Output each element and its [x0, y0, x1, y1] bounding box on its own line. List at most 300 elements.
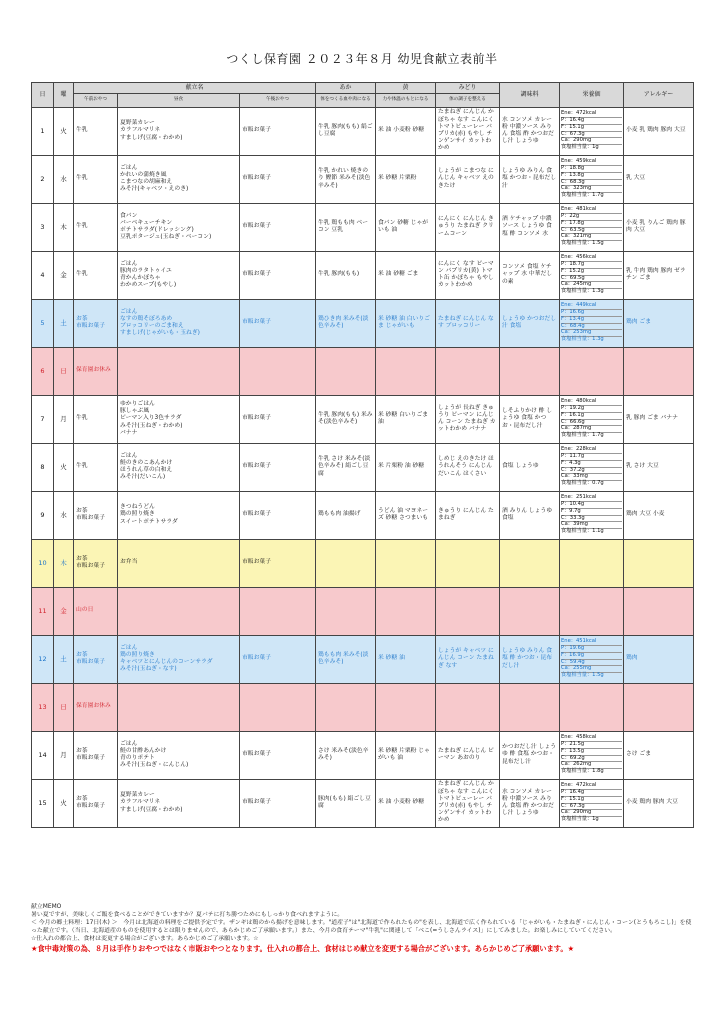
menu-row: [32, 779, 694, 827]
seasoning-cell: しょうゆ みりん 食塩 かつお・昆布だし汁: [500, 155, 560, 203]
nutrition-value: F：17.8g: [561, 221, 622, 228]
header-yellow-sub: 力や体温のもとになる: [376, 93, 436, 107]
nutrition-value: 食塩相当量：1g: [561, 816, 599, 823]
lunch-cell: [118, 395, 240, 443]
allergy-cell: 鶏肉 ごま: [624, 299, 694, 347]
red-foods-cell: [316, 683, 376, 731]
day-cell: 4: [32, 251, 54, 299]
allergy-cell: [624, 683, 694, 731]
nutrition-value: Ene：458kcal: [561, 735, 622, 742]
green-foods-cell: しょうが キャベツ にんじん コーン たまねぎ なす: [436, 635, 500, 683]
am-snack-item: 市販お菓子: [76, 323, 105, 329]
yellow-foods-cell: うどん 油 マヨネーズ 砂糖 さつまいも: [376, 491, 436, 539]
menu-row: [32, 107, 694, 155]
day-cell: 2: [32, 155, 54, 203]
allergy-cell: 小麦 乳 鶏肉 豚肉 大豆: [624, 107, 694, 155]
menu-row: [32, 731, 694, 779]
header-red: あか: [316, 83, 376, 94]
am-snack-item: 市販お菓子: [76, 563, 105, 569]
red-foods-cell: [316, 347, 376, 395]
red-foods-cell: [316, 587, 376, 635]
am-snack-cell: [74, 251, 118, 299]
lunch-item: みそ汁(玉ねぎ・なす): [120, 666, 177, 673]
nutrition-cell: [560, 779, 624, 827]
green-foods-cell: たまねぎ にんじん なす ブロッコリー: [436, 299, 500, 347]
pm-snack-cell: 市販お菓子: [240, 395, 316, 443]
am-snack-cell: [74, 491, 118, 539]
pm-snack-cell: 市販お菓子: [240, 251, 316, 299]
lunch-item: 豆乳ポタージュ(玉ねぎ・ベーコン): [120, 234, 212, 241]
nutrition-value: P：22g: [561, 214, 622, 221]
dow-cell: 土: [54, 299, 74, 347]
nutrition-value: P：18.8g: [561, 166, 622, 173]
nutrition-cell: [560, 347, 624, 395]
allergy-cell: 乳 大豆: [624, 155, 694, 203]
red-foods-cell: さけ 米みそ(淡色辛みそ): [316, 731, 376, 779]
yellow-foods-cell: [376, 587, 436, 635]
day-cell: 11: [32, 587, 54, 635]
am-snack-item: 市販お菓子: [76, 803, 105, 809]
seasoning-cell: [500, 347, 560, 395]
nutrition-value: C：67.3g: [561, 804, 622, 811]
nutrition-value: 食塩相当量：1.8g: [561, 768, 604, 775]
am-snack-cell: [74, 107, 118, 155]
header-allergy: アレルギー: [624, 83, 694, 108]
dow-cell: 金: [54, 251, 74, 299]
nutrition-value: Ca：33mg: [561, 474, 622, 481]
allergy-cell: 鶏肉: [624, 635, 694, 683]
am-snack-item: 保育園お休み: [76, 367, 111, 374]
yellow-foods-cell: 米 油 小麦粉 砂糖: [376, 107, 436, 155]
nutrition-value: 食塩相当量：1.7g: [561, 432, 604, 439]
lunch-item: バナナ: [120, 429, 138, 436]
nutrition-value: F：9.7g: [561, 509, 622, 516]
yellow-foods-cell: 食パン 砂糖 じゃがいも 油: [376, 203, 436, 251]
yellow-foods-cell: 米 油 小麦粉 砂糖: [376, 779, 436, 827]
day-cell: 1: [32, 107, 54, 155]
nutrition-value: Ca：321mg: [561, 234, 622, 241]
lunch-item: ごはん: [120, 740, 138, 747]
am-snack-cell: [74, 203, 118, 251]
green-foods-cell: にんにく なす ピーマン パプリカ(黄) トマト缶 かぼちゃ もやし カットわかめ: [436, 251, 500, 299]
nutrition-cell: [560, 443, 624, 491]
nutrition-value: Ene：472kcal: [561, 111, 622, 118]
lunch-item: 鶏の照り焼き: [120, 511, 155, 518]
am-snack-cell: [74, 779, 118, 827]
pm-snack-cell: [240, 347, 316, 395]
lunch-item: 豚肉のラタトゥイユ: [120, 267, 172, 274]
am-snack-item: 山の日: [76, 607, 94, 614]
day-cell: 15: [32, 779, 54, 827]
allergy-cell: 小麦 鶏肉 豚肉 大豆: [624, 779, 694, 827]
lunch-item: みそ汁(キャベツ・えのき): [120, 186, 189, 193]
nutrition-value: Ene：459kcal: [561, 159, 622, 166]
seasoning-cell: しそふりかけ 酢 しょうゆ 食塩 かつお・昆布だし汁: [500, 395, 560, 443]
seasoning-cell: [500, 539, 560, 587]
day-cell: 3: [32, 203, 54, 251]
lunch-cell: [118, 203, 240, 251]
pm-snack-cell: 市販お菓子: [240, 299, 316, 347]
nutrition-value: P：16.6g: [561, 310, 622, 317]
menu-row: [32, 635, 694, 683]
nutrition-value: Ca：253mg: [561, 330, 622, 337]
lunch-item: ポテトサラダ(ドレッシング): [120, 227, 194, 233]
nutrition-value: C：37.2g: [561, 468, 622, 475]
day-cell: 8: [32, 443, 54, 491]
red-foods-cell: 鶏ひき肉 米みそ(淡色辛みそ): [316, 299, 376, 347]
nutrition-cell: [560, 635, 624, 683]
am-snack-item: お茶: [76, 315, 88, 322]
nutrition-value: P：18.7g: [561, 262, 622, 269]
nutrition-value: F：13.5g: [561, 749, 622, 756]
green-foods-cell: [436, 683, 500, 731]
menu-row: [32, 587, 694, 635]
nutrition-value: 食塩相当量：1.7g: [561, 192, 604, 199]
lunch-cell: [118, 491, 240, 539]
nutrition-value: C：68.3g: [561, 180, 622, 187]
yellow-foods-cell: 米 油 砂糖 ごま: [376, 251, 436, 299]
seasoning-cell: 食塩 しょうゆ: [500, 443, 560, 491]
nutrition-value: C：33.3g: [561, 516, 622, 523]
am-snack-item: 市販お菓子: [76, 515, 105, 521]
am-snack-item: お茶: [76, 795, 88, 802]
dow-cell: 火: [54, 779, 74, 827]
allergy-cell: さけ ごま: [624, 731, 694, 779]
dow-cell: 日: [54, 347, 74, 395]
red-foods-cell: 牛乳 鶏もも肉 ベーコン 豆乳: [316, 203, 376, 251]
am-snack-cell: [74, 155, 118, 203]
lunch-item: ゆかりごはん: [120, 400, 155, 407]
seasoning-cell: 酒 みりん しょうゆ 食塩: [500, 491, 560, 539]
lunch-cell: [118, 539, 240, 587]
pm-snack-cell: 市販お菓子: [240, 539, 316, 587]
menu-row: [32, 683, 694, 731]
am-snack-item: お茶: [76, 651, 88, 658]
nutrition-value: P：11.7g: [561, 454, 622, 461]
menu-row: [32, 539, 694, 587]
lunch-item: ブロッコリーのごま和え: [120, 323, 184, 329]
lunch-item: キャベツとにんじんのコーンサラダ: [120, 659, 213, 665]
lunch-cell: [118, 443, 240, 491]
yellow-foods-cell: [376, 539, 436, 587]
am-snack-item: お茶: [76, 507, 88, 514]
nutrition-cell: [560, 203, 624, 251]
green-foods-cell: たまねぎ にんじん かぼちゃ なす こんにく トマトピューレー パプリカ(赤) もやし チンゲンサイ カットわかめ: [436, 779, 500, 827]
memo-line: 暑い夏ですが、美味しくご飯を食べることができていますか？夏バテに打ち勝つためにもしっかり食べれますように。: [31, 911, 344, 918]
am-snack-item: 牛乳: [76, 415, 88, 422]
seasoning-cell: [500, 587, 560, 635]
memo-section: [31, 904, 693, 953]
header-red-sub: 体をつくる血や肉になる: [316, 93, 376, 107]
menu-row: [32, 347, 694, 395]
lunch-item: かれいの蒲焼き風: [120, 171, 167, 178]
yellow-foods-cell: 米 片栗粉 油 砂糖: [376, 443, 436, 491]
dow-cell: 月: [54, 395, 74, 443]
day-cell: 6: [32, 347, 54, 395]
nutrition-cell: [560, 587, 624, 635]
lunch-cell: [118, 779, 240, 827]
nutrition-value: F：16.1g: [561, 413, 622, 420]
dow-cell: 土: [54, 635, 74, 683]
allergy-cell: 鶏肉 大豆 小麦: [624, 491, 694, 539]
lunch-cell: [118, 107, 240, 155]
menu-row: [32, 203, 694, 251]
green-foods-cell: [436, 587, 500, 635]
memo-line: ☆仕入れの都合上、食材は変更する場合がございます。あらかじめご了承願います。☆: [31, 935, 259, 942]
am-snack-item: 保育園お休み: [76, 703, 111, 710]
pm-snack-cell: 市販お菓子: [240, 203, 316, 251]
lunch-item: みそ汁(玉ねぎ・わかめ): [120, 422, 183, 429]
nutrition-value: C：63.5g: [561, 228, 622, 235]
am-snack-cell: [74, 395, 118, 443]
nutrition-value: Ene：472kcal: [561, 783, 622, 790]
dow-cell: 水: [54, 155, 74, 203]
allergy-cell: 小麦 乳 りんご 鶏肉 豚肉 大豆: [624, 203, 694, 251]
menu-row: [32, 299, 694, 347]
lunch-cell: [118, 251, 240, 299]
lunch-item: みそ汁(玉ねぎ・にんじん): [120, 762, 189, 769]
lunch-cell: [118, 155, 240, 203]
nutrition-value: P：10.4g: [561, 502, 622, 509]
allergy-cell: [624, 539, 694, 587]
nutrition-cell: [560, 395, 624, 443]
green-foods-cell: しめじ えのきたけ ほうれんそう にんじん だいこん はくさい: [436, 443, 500, 491]
pm-snack-cell: 市販お菓子: [240, 443, 316, 491]
pm-snack-cell: 市販お菓子: [240, 731, 316, 779]
am-snack-cell: [74, 731, 118, 779]
green-foods-cell: [436, 539, 500, 587]
lunch-item: ほうれん草の白和え: [120, 467, 173, 473]
nutrition-value: Ene：251kcal: [561, 495, 622, 502]
nutrition-value: F：13.4g: [561, 317, 622, 324]
nutrition-value: Ene：456kcal: [561, 255, 622, 262]
yellow-foods-cell: 米 砂糖 油 白いりごま じゃがいも: [376, 299, 436, 347]
yellow-foods-cell: 米 砂糖 片栗粉: [376, 155, 436, 203]
nutrition-value: F：13.8g: [561, 173, 622, 180]
lunch-item: カラフルマリネ: [120, 799, 161, 806]
am-snack-item: 市販お菓子: [76, 755, 105, 761]
lunch-item: 鶏の照り焼き: [120, 651, 155, 658]
seasoning-cell: かつおだし汁 しょうゆ 酢 食塩 かつお・昆布だし汁: [500, 731, 560, 779]
lunch-item: 青かんかぼちゃ: [120, 275, 161, 281]
nutrition-cell: [560, 299, 624, 347]
yellow-foods-cell: [376, 347, 436, 395]
header-am-snack: 午前おやつ: [74, 93, 118, 107]
lunch-item: お弁当: [120, 559, 138, 566]
header-green: みどり: [436, 83, 500, 94]
am-snack-cell: [74, 347, 118, 395]
red-foods-cell: 牛乳 豚肉(もも) 米みそ(淡色辛みそ): [316, 395, 376, 443]
lunch-item: 食パン: [120, 212, 138, 219]
am-snack-item: 牛乳: [76, 271, 88, 278]
pm-snack-cell: 市販お菓子: [240, 155, 316, 203]
am-snack-cell: [74, 443, 118, 491]
allergy-cell: 乳 牛肉 鶏肉 豚肉 ゼラチン ごま: [624, 251, 694, 299]
seasoning-cell: [500, 683, 560, 731]
nutrition-value: Ene：449kcal: [561, 303, 622, 310]
pm-snack-cell: 市販お菓子: [240, 491, 316, 539]
yellow-foods-cell: 米 砂糖 片栗粉 じゃがいも 油: [376, 731, 436, 779]
nutrition-value: Ca：262mg: [561, 762, 622, 769]
lunch-item: こまつなの胡麻和え: [120, 179, 173, 185]
nutrition-value: 食塩相当量：1g: [561, 144, 599, 151]
page-title: つくし保育園 ２０２３年８月 幼児食献立表前半: [226, 52, 498, 66]
header-green-sub: 体の調子を整える: [436, 93, 500, 107]
red-foods-cell: 鶏もも肉 米みそ(淡色辛みそ): [316, 635, 376, 683]
lunch-item: バーベキューチキン: [120, 219, 173, 226]
nutrition-value: C：68.4g: [561, 324, 622, 331]
lunch-item: すましげ(じゃがいも・玉ねぎ): [120, 330, 200, 337]
pm-snack-cell: 市販お菓子: [240, 779, 316, 827]
memo-label: 献立MEMO: [31, 904, 62, 910]
menu-row: [32, 443, 694, 491]
dow-cell: 水: [54, 491, 74, 539]
lunch-item: 夏野菜カレー: [120, 792, 155, 799]
am-snack-cell: [74, 587, 118, 635]
nutrition-value: 食塩相当量：1.5g: [561, 240, 604, 247]
yellow-foods-cell: 米 砂糖 油: [376, 635, 436, 683]
nutrition-value: F：4.3g: [561, 461, 622, 468]
nutrition-value: 食塩相当量：1.3g: [561, 288, 604, 295]
seasoning-cell: 水 コンソメ カレー粉 中濃ソース みりん 食塩 酢 かつおだし汁 しょうゆ: [500, 107, 560, 155]
seasoning-cell: しょうゆ みりん 食塩 酢 かつお・昆布だし汁: [500, 635, 560, 683]
day-cell: 10: [32, 539, 54, 587]
header-menu-name: 献立名: [74, 83, 316, 94]
nutrition-value: Ca：39mg: [561, 522, 622, 529]
nutrition-cell: [560, 731, 624, 779]
nutrition-value: C：66.6g: [561, 420, 622, 427]
yellow-foods-cell: 米 砂糖 白いりごま 油: [376, 395, 436, 443]
am-snack-item: 牛乳: [76, 127, 88, 134]
day-cell: 5: [32, 299, 54, 347]
nutrition-value: Ca：323mg: [561, 186, 622, 193]
nutrition-value: P：21.5g: [561, 742, 622, 749]
seasoning-cell: しょうゆ かつおだし汁 食塩: [500, 299, 560, 347]
green-foods-cell: しょうが 長ねぎ きゅうり ピーマン にんじん コーン たまねぎ カットわかめ バナナ: [436, 395, 500, 443]
green-foods-cell: たまねぎ にんじん かぼちゃ なす こんにく トマトピューレー パプリカ(赤) もやし チンゲンサイ カットわかめ: [436, 107, 500, 155]
nutrition-value: 食塩相当量：1.3g: [561, 336, 604, 343]
lunch-item: ごはん: [120, 260, 138, 267]
menu-body: [32, 107, 694, 827]
lunch-item: 夏野菜カレー: [120, 120, 155, 127]
am-snack-item: お茶: [76, 747, 88, 754]
header-seasoning: 調味料: [500, 83, 560, 108]
lunch-item: 鮭の甘酢あんかけ: [120, 747, 167, 754]
allergy-cell: 乳 豚肉 ごま バナナ: [624, 395, 694, 443]
nutrition-cell: [560, 155, 624, 203]
green-foods-cell: たまねぎ にんじん ピーマン あおのり: [436, 731, 500, 779]
red-foods-cell: 豚肉(もも) 絹ごし豆腐: [316, 779, 376, 827]
day-cell: 9: [32, 491, 54, 539]
pm-snack-cell: [240, 587, 316, 635]
nutrition-value: P：19.6g: [561, 646, 622, 653]
pm-snack-cell: 市販お菓子: [240, 635, 316, 683]
dow-cell: 木: [54, 539, 74, 587]
green-foods-cell: [436, 347, 500, 395]
red-foods-cell: 牛乳 かれい 焼きのり 鰹節 米みそ(淡色辛みそ): [316, 155, 376, 203]
day-cell: 12: [32, 635, 54, 683]
seasoning-cell: 酒 ケチャップ 中濃ソース しょうゆ 食塩 酢 コンソメ 水: [500, 203, 560, 251]
header-pm-snack: 午後おやつ: [240, 93, 316, 107]
seasoning-cell: 水 コンソメ カレー粉 中濃ソース みりん 食塩 酢 かつおだし汁 しょうゆ: [500, 779, 560, 827]
nutrition-value: Ca：287mg: [561, 426, 622, 433]
lunch-cell: [118, 731, 240, 779]
nutrition-value: 食塩相当量：1.5g: [561, 672, 604, 679]
nutrition-value: F：16.9g: [561, 653, 622, 660]
seasoning-cell: コンソメ 食塩 ケチャップ 水 中華だしの素: [500, 251, 560, 299]
red-foods-cell: 牛乳 豚肉(もも) 絹ごし豆腐: [316, 107, 376, 155]
lunch-item: みそ汁(だいこん): [120, 474, 166, 481]
nutrition-cell: [560, 539, 624, 587]
am-snack-item: お茶: [76, 555, 88, 562]
header-nutrition: 栄養価: [560, 83, 624, 108]
dow-cell: 金: [54, 587, 74, 635]
lunch-item: きつねうどん: [120, 504, 155, 511]
dow-cell: 月: [54, 731, 74, 779]
am-snack-cell: [74, 683, 118, 731]
lunch-item: わかめスープ(もやし): [120, 282, 177, 289]
dow-cell: 木: [54, 203, 74, 251]
lunch-item: 豚しゃぶ風: [120, 408, 149, 415]
nutrition-value: Ca：255mg: [561, 666, 622, 673]
header-day: 日: [32, 83, 54, 108]
menu-row: [32, 491, 694, 539]
lunch-item: ごはん: [120, 644, 138, 651]
nutrition-value: C：59.4g: [561, 660, 622, 667]
lunch-item: ピーマン入り3色サラダ: [120, 415, 182, 422]
lunch-cell: [118, 635, 240, 683]
lunch-item: スイートポテトサラダ: [120, 518, 178, 525]
menu-table: [31, 82, 694, 828]
nutrition-value: P：19.2g: [561, 406, 622, 413]
lunch-item: すましげ(豆腐・わかめ): [120, 134, 183, 141]
lunch-item: すましげ(豆腐・わかめ): [120, 806, 183, 813]
day-cell: 7: [32, 395, 54, 443]
dow-cell: 日: [54, 683, 74, 731]
lunch-item: カラフルマリネ: [120, 127, 161, 134]
nutrition-value: P：16.4g: [561, 118, 622, 125]
allergy-cell: [624, 587, 694, 635]
lunch-item: 鮭のきのこあんかけ: [120, 459, 173, 466]
nutrition-value: F：15.1g: [561, 797, 622, 804]
nutrition-value: F：15.1g: [561, 125, 622, 132]
nutrition-value: C：69.2g: [561, 756, 622, 763]
nutrition-value: Ca：245mg: [561, 282, 622, 289]
menu-row: [32, 251, 694, 299]
lunch-cell: [118, 347, 240, 395]
nutrition-value: C：69.5g: [561, 276, 622, 283]
lunch-cell: [118, 683, 240, 731]
am-snack-item: 牛乳: [76, 463, 88, 470]
yellow-foods-cell: [376, 683, 436, 731]
nutrition-value: Ene：228kcal: [561, 447, 622, 454]
menu-row: [32, 395, 694, 443]
nutrition-value: 食塩相当量：0.7g: [561, 480, 604, 487]
lunch-cell: [118, 299, 240, 347]
red-foods-cell: 牛乳 豚肉(もも): [316, 251, 376, 299]
day-cell: 14: [32, 731, 54, 779]
header-yellow: 黄: [376, 83, 436, 94]
allergy-cell: [624, 347, 694, 395]
allergy-cell: 乳 さけ 大豆: [624, 443, 694, 491]
nutrition-cell: [560, 107, 624, 155]
header-lunch: 昼食: [118, 93, 240, 107]
am-snack-cell: [74, 299, 118, 347]
green-foods-cell: にんにく にんじん きゅうり たまねぎ クリームコーン: [436, 203, 500, 251]
nutrition-value: Ca：290mg: [561, 810, 622, 817]
nutrition-value: Ene：480kcal: [561, 399, 622, 406]
nutrition-value: Ca：290mg: [561, 138, 622, 145]
